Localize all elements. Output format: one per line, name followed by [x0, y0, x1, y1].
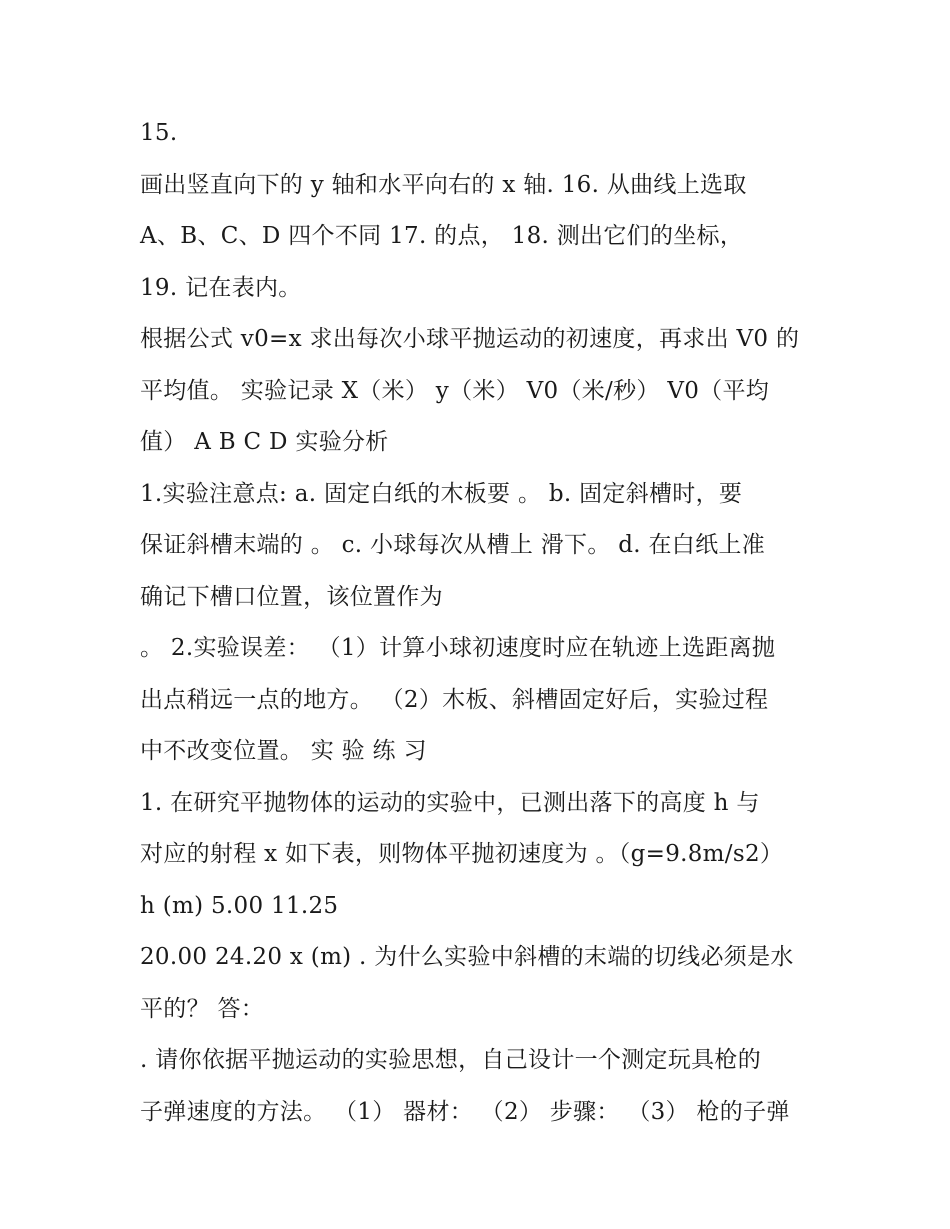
text-line-13: 中不改变位置。 实 验 练 习 — [140, 738, 427, 764]
text-line-16: h (m) 5.00 11.25 — [140, 892, 339, 919]
text-line-5: 根据公式 v0=x 求出每次小球平抛运动的初速度，再求出 V0 的 — [140, 326, 800, 352]
text-line-8: 1.实验注意点: a. 固定白纸的木板要 。 b. 固定斜槽时，要 — [140, 480, 743, 507]
text-line-7: 值） A B C D 实验分析 — [140, 429, 389, 455]
text-line-17: 20.00 24.20 x (m) . 为什么实验中斜槽的末端的切线必须是水 — [140, 944, 794, 970]
text-line-12: 出点稍远一点的地方。 （2）木板、斜槽固定好后，实验过程 — [140, 686, 769, 713]
text-line-2: 画出竖直向下的 y 轴和水平向右的 x 轴. 16. 从曲线上选取 — [140, 171, 747, 198]
document-text — [140, 108, 820, 1138]
text-line-18: 平的？ 答： — [140, 995, 265, 1022]
text-line-20: 子弹速度的方法。 （1） 器材： （2） 步骤： （3） 枪的子弹 — [140, 1098, 790, 1125]
text-line-10: 确记下槽口位置，该位置作为 — [140, 583, 443, 610]
text-line-9: 保证斜槽末端的 。 c. 小球每次从槽上 滑下。 d. 在白纸上准 — [140, 532, 765, 558]
text-line-4: 19. 记在表内。 — [140, 274, 302, 301]
text-line-15: 对应的射程 x 如下表，则物体平抛初速度为 。（g=9.8m/s2） — [140, 841, 784, 867]
text-line-19: . 请你依据平抛运动的实验思想，自己设计一个测定玩具枪的 — [140, 1047, 762, 1073]
text-line-3: A、B、C、D 四个不同 17. 的点， 18. 测出它们的坐标， — [140, 223, 744, 249]
text-line-11: 。 2.实验误差： （1）计算小球初速度时应在轨迹上选距离抛 — [140, 635, 776, 661]
text-line-6: 平均值。 实验记录 X（米） y（米） V0（米/秒） V0（平均 — [140, 377, 770, 404]
text-line-14: 1. 在研究平抛物体的运动的实验中，已测出落下的高度 h 与 — [140, 789, 760, 816]
text-line-1: 15. — [140, 120, 178, 146]
